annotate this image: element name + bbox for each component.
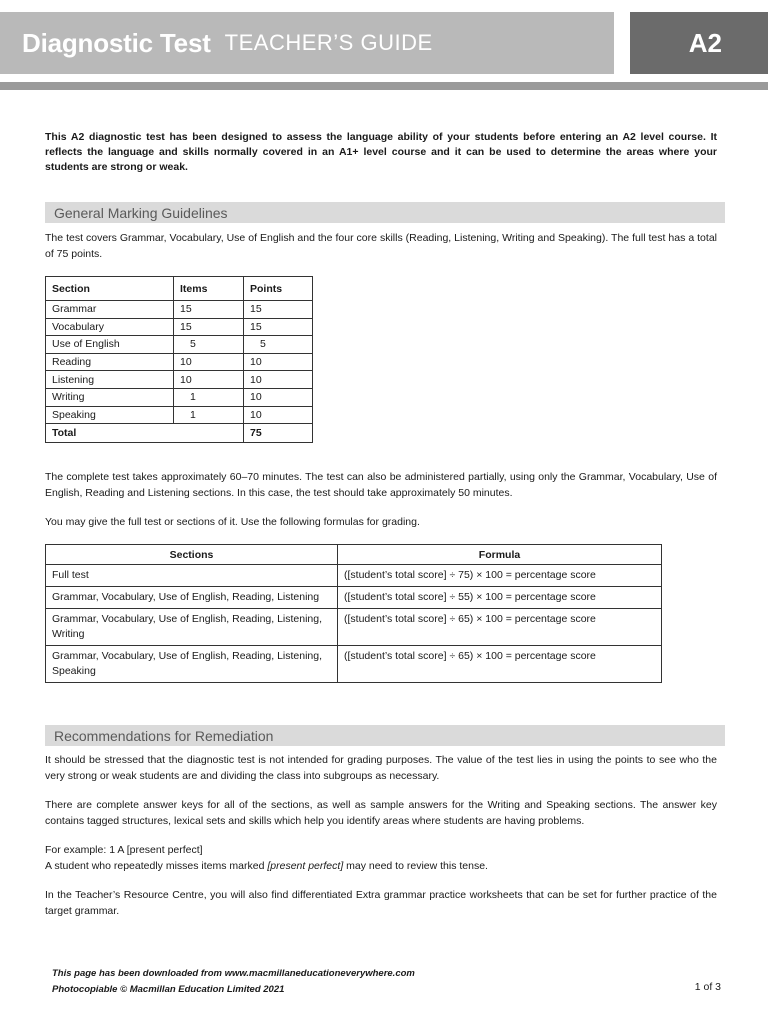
example-text-after: may need to review this tense. <box>343 859 488 872</box>
remediation-heading <box>45 725 725 746</box>
remediation-paragraph-2 <box>45 798 717 829</box>
cell-items: 10 <box>174 353 244 371</box>
cell-items: 1 <box>174 388 244 406</box>
cell-section: Vocabulary <box>46 318 174 336</box>
remediation-paragraph-3 <box>45 888 717 919</box>
table-row <box>46 301 313 319</box>
paragraph-text: The test covers Grammar, Vocabulary, Use of English and the four core skills (Reading, Listening, Writing and Speaking). The full test has a total of 75 points. <box>45 232 717 260</box>
general-paragraph-3 <box>45 515 717 531</box>
cell-sections: Full test <box>46 565 338 587</box>
table-row <box>46 646 662 683</box>
cell-sections: Grammar, Vocabulary, Use of English, Reading, Listening, Writing <box>46 609 338 646</box>
footer-notes <box>52 966 415 998</box>
table-row <box>46 565 662 587</box>
download-note: This page has been downloaded from www.macmillaneducationeverywhere.com <box>52 968 415 979</box>
section-heading-text: Recommendations for Remediation <box>54 727 274 744</box>
intro-paragraph: This A2 diagnostic test has been designed to assess the language ability of your students before entering an A2 level course. It reflects the language and skills normally covered in an A1+ level course and it can be used to determine the areas where your students are strong or weak. <box>45 131 717 173</box>
cell-formula: ([student’s total score] ÷ 65) × 100 = percentage score <box>338 646 662 683</box>
example-line: For example: 1 A [present perfect] <box>45 844 203 856</box>
general-guidelines-heading <box>45 202 725 223</box>
cell-formula: ([student’s total score] ÷ 75) × 100 = percentage score <box>338 565 662 587</box>
table-row <box>46 336 313 354</box>
cell-section: Use of English <box>46 336 174 354</box>
cell-points: 5 <box>244 336 313 354</box>
cell-sections: Grammar, Vocabulary, Use of English, Reading, Listening, Speaking <box>46 646 338 683</box>
cell-items: 15 <box>174 301 244 319</box>
table-header-row <box>46 277 313 301</box>
copyright-note: Photocopiable © Macmillan Education Limited 2021 <box>52 984 285 995</box>
table-row <box>46 353 313 371</box>
table-row <box>46 587 662 609</box>
table-row <box>46 406 313 424</box>
cell-items: 10 <box>174 371 244 389</box>
table-row <box>46 388 313 406</box>
paragraph-text: There are complete answer keys for all of the sections, as well as sample answers for the Writing and Speaking sections. The answer key contains tagged structures, lexical sets and skills which help you identify areas where students are having problems. <box>45 799 717 827</box>
points-table <box>45 276 313 443</box>
cell-section: Speaking <box>46 406 174 424</box>
remediation-paragraph-1 <box>45 753 717 784</box>
paragraph-text: It should be stressed that the diagnostic test is not intended for grading purposes. The value of the test lies in using the points to see who the very strong or weak students are and dividing the class into subgroups as necessary. <box>45 754 717 782</box>
header-title-bar <box>0 12 614 74</box>
cell-points: 10 <box>244 406 313 424</box>
section-heading-text: General Marking Guidelines <box>54 204 228 221</box>
cell-items: 15 <box>174 318 244 336</box>
cell-points: 10 <box>244 371 313 389</box>
table-header-row <box>46 545 662 565</box>
level-label: A2 <box>688 27 722 58</box>
cell-section: Listening <box>46 371 174 389</box>
cell-points: 10 <box>244 388 313 406</box>
level-badge <box>630 12 768 74</box>
cell-points: 10 <box>244 353 313 371</box>
header-divider <box>0 82 768 90</box>
general-paragraph-2 <box>45 470 717 501</box>
page-number: 1 of 3 <box>694 981 721 993</box>
paragraph-text: The complete test takes approximately 60–70 minutes. The test can also be administered partially, using only the Grammar, Vocabulary, Use of English, Reading and Listening sections. In this case, the test should take approximately 50 minutes. <box>45 471 717 499</box>
cell-sections: Grammar, Vocabulary, Use of English, Reading, Listening <box>46 587 338 609</box>
remediation-example <box>45 843 717 874</box>
table-row <box>46 609 662 646</box>
cell-items: 1 <box>174 406 244 424</box>
cell-points: 15 <box>244 318 313 336</box>
table-row <box>46 318 313 336</box>
column-header: Sections <box>46 545 338 565</box>
paragraph-text: You may give the full test or sections of it. Use the following formulas for grading. <box>45 516 420 528</box>
document-subtitle: TEACHER’S GUIDE <box>224 30 433 55</box>
total-points: 75 <box>244 424 313 443</box>
column-header: Items <box>174 277 244 301</box>
total-label: Total <box>46 424 244 443</box>
formula-table <box>45 544 662 683</box>
column-header: Section <box>46 277 174 301</box>
general-paragraph-1 <box>45 231 717 262</box>
cell-section: Writing <box>46 388 174 406</box>
table-row <box>46 371 313 389</box>
example-tag: [present perfect] <box>267 859 344 872</box>
cell-section: Grammar <box>46 301 174 319</box>
table-total-row <box>46 424 313 443</box>
cell-formula: ([student’s total score] ÷ 65) × 100 = percentage score <box>338 609 662 646</box>
cell-points: 15 <box>244 301 313 319</box>
paragraph-text: In the Teacher’s Resource Centre, you will also find differentiated Extra grammar practice worksheets that can be set for further practice of the target grammar. <box>45 889 717 917</box>
cell-items: 5 <box>174 336 244 354</box>
column-header: Formula <box>338 545 662 565</box>
document-title: Diagnostic Test <box>22 27 211 58</box>
example-text-before: A student who repeatedly misses items marked <box>45 859 268 872</box>
example-explanation <box>45 859 717 875</box>
cell-formula: ([student’s total score] ÷ 55) × 100 = percentage score <box>338 587 662 609</box>
page-header <box>0 12 768 74</box>
column-header: Points <box>244 277 313 301</box>
cell-section: Reading <box>46 353 174 371</box>
